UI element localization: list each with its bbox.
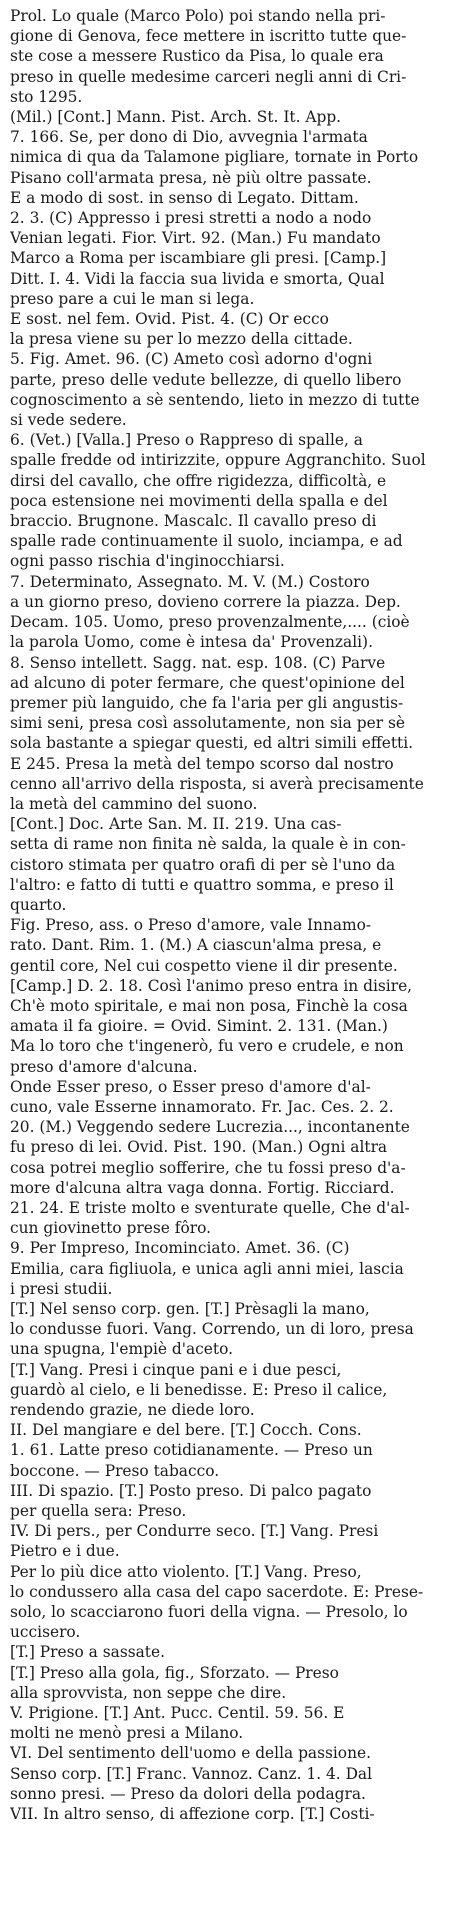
text-line: solo, lo scacciarono fuori della vigna. — Presolo, lo <box>10 1603 408 1622</box>
text-line: uccisero. <box>10 1623 81 1642</box>
text-line: Ma lo toro che t'ingenerò, fu vero e crudele, e non <box>10 1037 404 1056</box>
text-line: alla sprovvista, non seppe che dire. <box>10 1683 287 1702</box>
text-line: Decam. 105. Uomo, preso provenzalmente,.... (cioè <box>10 613 410 632</box>
text-line: IV. Di pers., per Condurre seco. [T.] Vang. Presi <box>10 1522 379 1541</box>
text-line: Pietro e i due. <box>10 1542 120 1561</box>
text-line: la parola Uomo, come è intesa da' Provenzali). <box>10 633 373 652</box>
text-line: quarto. <box>10 895 67 914</box>
text-line: 6. (Vet.) [Valla.] Preso o Rappreso di spalle, a <box>10 431 363 450</box>
text-line: una spugna, l'empiè d'aceto. <box>10 1340 233 1359</box>
text-line: (Mil.) [Cont.] Mann. Pist. Arch. St. It. App. <box>10 108 342 127</box>
text-line: i presi studii. <box>10 1279 113 1298</box>
text-line: Pisano coll'armata presa, nè più oltre passate. <box>10 168 372 187</box>
text-line: Ditt. I. 4. Vidi la faccia sua livida e smorta, Qual <box>10 269 385 288</box>
text-line: rendendo grazie, ne diede loro. <box>10 1401 255 1420</box>
text-line: premer più languido, che fa l'aria per gli angustis- <box>10 693 404 712</box>
text-line: [T.] Nel senso corp. gen. [T.] Prèsagli la mano, <box>10 1300 370 1318</box>
text-line: preso d'amore d'alcuna. <box>10 1057 198 1076</box>
text-line: cun giovinetto prese fôro. <box>10 1219 211 1238</box>
text-line: E 245. Presa la metà del tempo scorso dal nostro <box>10 754 394 773</box>
text-line: 21. 24. E triste molto e sventurate quelle, Che d'al- <box>10 1198 410 1217</box>
text-line: cistoro stimata per quatro orafi di per sè l'uno da <box>10 855 396 874</box>
text-line: simi seni, presa così assolutamente, non sia per sè <box>10 714 405 733</box>
text-line: more d'alcuna altra vaga donna. Fortig. Ricciard. <box>10 1178 395 1197</box>
text-line: 8. Senso intellett. Sagg. nat. esp. 108. (C) Parve <box>10 653 386 672</box>
text-line: fu preso di lei. Ovid. Pist. 190. (Man.) Ogni altra <box>10 1138 388 1157</box>
text-line: Emilia, cara figliuola, e unica agli anni miei, lascia <box>10 1259 404 1278</box>
text-line: E sost. nel fem. Ovid. Pist. 4. (C) Or ecco <box>10 310 329 329</box>
text-line: [Camp.] D. 2. 18. Così l'animo preso entra in disire, <box>10 976 413 995</box>
text-line: cosa potrei meglio sofferire, che tu fossi preso d'a- <box>10 1158 406 1177</box>
text-line: Fig. Preso, ass. o Preso d'amore, vale Innamo- <box>10 916 372 935</box>
text-line: setta di rame non finita nè salda, la quale è in con- <box>10 835 406 854</box>
text-line: Ch'è moto spiritale, e mai non posa, Finchè la cosa <box>10 996 408 1015</box>
text-line: Marco a Roma per iscambiare gli presi. [Camp.] <box>10 249 387 268</box>
text-line: braccio. Brugnone. Mascalc. Il cavallo preso di <box>10 512 377 531</box>
text-line: [T.] Preso a sassate. <box>10 1643 165 1662</box>
text-line: rato. Dant. Rim. 1. (M.) A ciascun'alma presa, e <box>10 936 382 955</box>
text-line: [T.] Preso alla gola, fig., Sforzato. — Preso <box>10 1663 339 1682</box>
text-line: cognoscimento a sè sentendo, lieto in mezzo di tutte <box>10 390 420 409</box>
text-line: dirsi del cavallo, che offre rigidezza, difficoltà, e <box>10 471 387 490</box>
text-line: Per lo più dice atto violento. [T.] Vang. Preso, <box>10 1562 362 1581</box>
text-line: 7. Determinato, Assegnato. M. V. (M.) Costoro <box>10 572 370 591</box>
text-line: ste cose a messere Rustico da Pisa, lo quale era <box>10 47 384 66</box>
text-line: spalle fredde od intirizzite, oppure Aggranchito. Suol <box>10 451 426 470</box>
text-line: Onde Esser preso, o Esser preso d'amore d'al- <box>10 1077 371 1096</box>
text-line: ad alcuno di poter fermare, che quest'opinione del <box>10 673 405 692</box>
text-line: poca estensione nei movimenti della spalla e del <box>10 491 388 510</box>
text-line: 2. 3. (C) Appresso i presi stretti a nodo a nodo <box>10 209 372 228</box>
text-line: sonno presi. — Preso da dolori della podagra. <box>10 1784 366 1803</box>
text-line: lo condussero alla casa del capo sacerdote. E: Prese- <box>10 1582 424 1601</box>
text-line: cenno all'arrivo della risposta, si averà precisamente <box>10 774 424 793</box>
text-line: E a modo di sost. in senso di Legato. Dittam. <box>10 188 359 207</box>
text-line: preso in quelle medesime carceri negli anni di Cri- <box>10 67 407 86</box>
text-line: sola bastante a spiegar questi, ed altri simili effetti. <box>10 734 414 753</box>
text-line: Venian legati. Fior. Virt. 92. (Man.) Fu mandato <box>10 229 381 248</box>
text-line: la metà del cammino del suono. <box>10 794 258 813</box>
text-line: cuno, vale Esserne innamorato. Fr. Jac. Ces. 2. 2. <box>10 1097 394 1116</box>
text-line: l'altro: e fatto di tutti e quattro somma, e preso il <box>10 875 394 894</box>
text-line: Senso corp. [T.] Franc. Vannoz. Canz. 1. 4. Dal <box>10 1764 373 1783</box>
text-line: ogni passo rischia d'inginocchiarsi. <box>10 552 285 571</box>
text-line: V. Prigione. [T.] Ant. Pucc. Centil. 59. 56. E <box>10 1704 345 1723</box>
text-line: 20. (M.) Veggendo sedere Lucrezia..., incontanente <box>10 1118 410 1137</box>
text-line: gione di Genova, fece mettere in iscritto tutte que- <box>10 27 407 46</box>
text-line: [T.] Vang. Presi i cinque pani e i due pesci, <box>10 1360 342 1379</box>
text-line: 7. 166. Se, per dono di Dio, avvegnia l'armata <box>10 128 368 147</box>
text-line: boccone. — Preso tabacco. <box>10 1461 220 1480</box>
text-line: lo condusse fuori. Vang. Correndo, un di loro, presa <box>10 1320 414 1339</box>
text-line: II. Del mangiare e del bere. [T.] Cocch. Cons. <box>10 1421 362 1440</box>
text-line: gentil core, Nel cui cospetto viene il dir presente. <box>10 956 398 975</box>
text-line: preso pare a cui le man si lega. <box>10 289 255 308</box>
text-line: sto 1295. <box>10 87 83 106</box>
text-line: Prol. Lo quale (Marco Polo) poi stando nella pri- <box>10 7 386 25</box>
text-line: spalle rade continuamente il suolo, inciampa, e ad <box>10 532 403 551</box>
text-line: a un giorno preso, dovieno correre la piazza. Dep. <box>10 592 401 611</box>
text-line: per quella sera: Preso. <box>10 1502 187 1521</box>
text-line: 1. 61. Latte preso cotidianamente. — Preso un <box>10 1441 373 1460</box>
text-line: VI. Del sentimento dell'uomo e della passione. <box>10 1744 371 1763</box>
text-line: molti ne menò presi a Milano. <box>10 1724 244 1743</box>
text-line: 9. Per Impreso, Incominciato. Amet. 36. (C) <box>10 1239 350 1258</box>
text-line: nimica di qua da Talamone pigliare, tornate in Porto <box>10 148 419 167</box>
text-line: guardò al cielo, e li benedisse. E: Preso il calice, <box>10 1380 388 1399</box>
text-line: la presa viene su per lo mezzo della cittade. <box>10 330 353 349</box>
text-line: si vede sedere. <box>10 411 127 430</box>
text-line: amata il fa gioire. = Ovid. Simint. 2. 131. (Man.) <box>10 1017 388 1036</box>
text-line: 5. Fig. Amet. 96. (C) Ameto così adorno d'ogni <box>10 350 373 369</box>
text-line: [Cont.] Doc. Arte San. M. II. 219. Una cas- <box>10 815 342 834</box>
text-line: parte, preso delle vedute bellezze, di quello libero <box>10 370 402 389</box>
text-line: III. Di spazio. [T.] Posto preso. Di palco pagato <box>10 1481 372 1500</box>
text-line: VII. In altro senso, di affezione corp. [T.] Costi- <box>10 1805 375 1824</box>
